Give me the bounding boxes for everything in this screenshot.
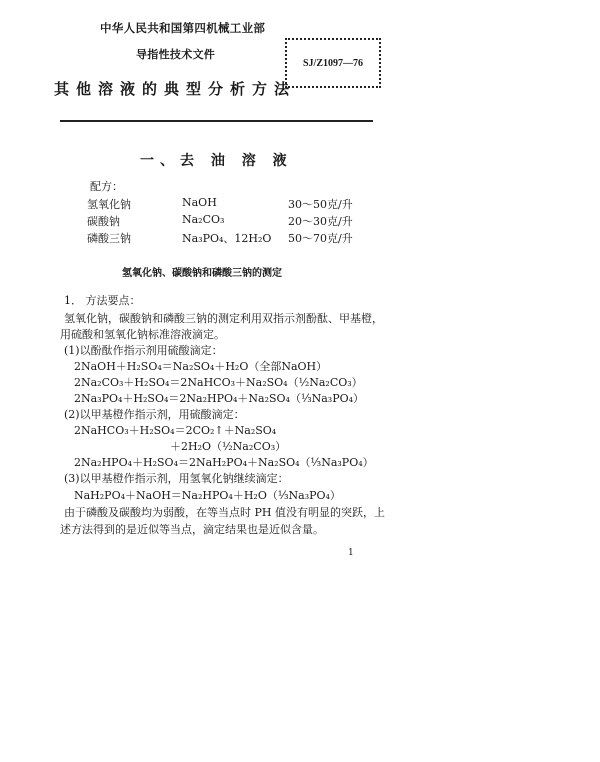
formula-amount-2: 20～30克/升 [288,215,353,228]
method-paragraph-line1: 氢氧化钠，碳酸钠和磷酸三钠的测定利用双指示剂酚酞、甲基橙， [64,312,383,325]
ministry-name: 中华人民共和国第四机械工业部 [100,21,266,35]
formula-name-2: 碳酸钠 [87,215,120,228]
method-paragraph-line2: 用硫酸和氢氧化钠标准溶液滴定。 [60,328,225,341]
section-heading: 一、去 油 溶 液 [140,153,293,169]
standard-number: SJ/Z1097—76 [302,57,363,69]
conclusion-line2: 述方法得到的是近似等当点，滴定结果也是近似含量。 [60,523,324,536]
equation-4a: 2NaHCO₃＋H₂SO₄＝2CO₂↑＋Na₂SO₄ [74,424,277,437]
step-1: (1)以酚酞作指示剂用硫酸滴定： [64,344,223,357]
equation-6: NaH₂PO₄＋NaOH＝Na₂HPO₄＋H₂O（⅓Na₃PO₄） [74,489,341,502]
standard-number-box [285,38,381,88]
header-divider [60,120,373,122]
equation-1: 2NaOH＋H₂SO₄＝Na₂SO₄＋H₂O（全部NaOH） [74,360,328,373]
equation-4b: ＋2H₂O（½Na₂CO₃） [170,440,287,453]
formula-chem-1: NaOH [182,196,217,209]
formula-label: 配方： [90,180,123,193]
step-3: (3)以甲基橙作指示剂，用氢氧化钠继续滴定： [64,472,289,485]
formula-chem-3: Na₃PO₄、12H₂O [182,232,272,245]
equation-2: 2Na₂CO₃＋H₂SO₄＝2NaHCO₃＋Na₂SO₄（½Na₂CO₃） [74,376,363,389]
method-points-title: 1． 方法要点： [64,294,141,307]
formula-chem-2: Na₂CO₃ [182,213,225,226]
equation-3: 2Na₃PO₄＋H₂SO₄＝2Na₂HPO₄＋Na₂SO₄（⅓Na₃PO₄） [74,392,365,405]
determination-heading: 氢氧化钠、碳酸钠和磷酸三钠的测定 [122,268,282,279]
formula-name-1: 氢氧化钠 [87,198,131,211]
formula-amount-3: 50～70克/升 [288,232,353,245]
equation-5: 2Na₂HPO₄＋H₂SO₄＝2NaH₂PO₄＋Na₂SO₄（⅓Na₃PO₄） [74,456,374,469]
page-number: 1 [348,548,354,558]
document-type: 导指性技术文件 [136,48,216,61]
conclusion-line1: 由于磷酸及碳酸均为弱酸，在等当点时 PH 值没有明显的突跃，上 [64,506,385,519]
document-title: 其他溶液的典型分析方法 [54,80,297,98]
formula-amount-1: 30～50克/升 [288,198,353,211]
formula-name-3: 磷酸三钠 [87,232,131,245]
step-2: (2)以甲基橙作指示剂，用硫酸滴定： [64,408,245,421]
